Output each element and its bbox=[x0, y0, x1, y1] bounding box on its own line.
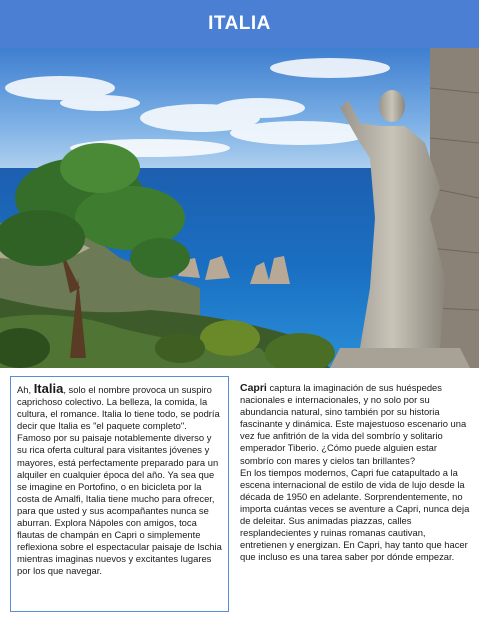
page-title: ITALIA bbox=[208, 13, 271, 34]
intro-text: , solo el nombre provoca un suspiro caprichoso colectivo. La belleza, la comida, la cultura, el romance. Italia lo tiene todo, se podría decir que Italia es "el paquete completo". Famoso por su paisaje notablemente diverso y su rica oferta cultural para visitantes jóvenes y mayores, está perfectamente preparado para un alquiler en cualquier época del año. Ya sea que se imagine en Portofino, o en bicicleta por la costa de Amalfi, Italia tiene mucho para ofrecer, para que usted y sus acompañantes nunca se aburran. Explora Nápoles con amigos, toca flautas de champán en Capri o simplemente reflexiona sobre el espectacular paisaje de Ischia mientras imaginas nuevos y excitantes lugares por los que navegar. bbox=[17, 384, 222, 577]
intro-lead-word: Italia bbox=[33, 381, 64, 396]
capri-photo bbox=[0, 48, 479, 368]
capri-paragraph-2: En los tiempos modernos, Capri fue catapultado a la escena internacional de estilo de vida de lujo desde la década de 1950 en adelante. Sorprendentemente, no importa cuántas veces se aventure a Capri, nunca deja de deleitar. Sus animadas piazzas, calles resplandecientes y ruinas romanas cautivan, entretienen y energizan. En Capri, hay tanto que hacer que incluso es una tarea saber por dónde empezar. bbox=[240, 466, 470, 563]
capri-text-1: captura la imaginación de sus huéspedes nacionales e internacionales, y no solo por su abundancia natural, sino también por su historia fascinante y dinámica. Este majestuoso escenario una vez fue anfitrión de la vida del sombrío y solitario emperador Tiberio. ¿Cómo puede alguien estar sombrío con mares y cielos tan brillantes? bbox=[240, 382, 467, 466]
italia-intro-box bbox=[10, 376, 229, 612]
capri-description bbox=[240, 382, 472, 563]
page-header bbox=[0, 0, 479, 48]
capri-illustration bbox=[0, 48, 479, 368]
capri-lead-word: Capri bbox=[240, 382, 267, 394]
intro-prefix: Ah, bbox=[17, 384, 34, 395]
capri-paragraph-1 bbox=[240, 382, 472, 467]
